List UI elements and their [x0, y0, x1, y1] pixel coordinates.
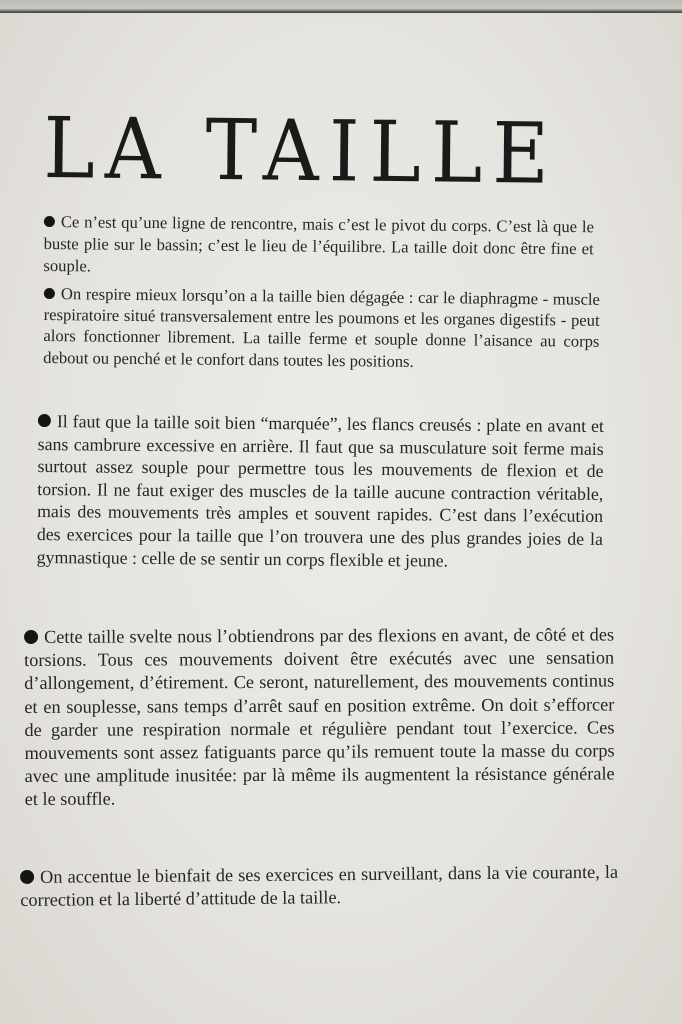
paragraph-2	[43, 283, 600, 374]
paragraph-text: Ce n’est qu’une ligne de rencontre, mais c’est le pivot du corps. C’est là que le buste plie sur le bassin; c’est le lieu de l’équilibre. La taille doit donc être fine et souple.	[43, 212, 594, 276]
bullet-icon	[24, 630, 38, 644]
paragraph-1	[43, 211, 594, 282]
paragraph-3	[37, 410, 604, 573]
bullet-icon	[20, 870, 34, 884]
bullet-icon	[44, 288, 55, 299]
paragraph-5	[20, 861, 618, 913]
paragraph-text: Cette taille svelte nous l’obtiendrons par des flexions en avant, de côté et des torsions. Tous ces mouvements doivent être exécutés avec une sensation d’allongement, d’étirement. Ce seront, naturellement, des mouvements continus et en souplesse, sans temps d’arrêt sauf en position extrême. On doit s’efforcer de garder une respiration normale et régulière pendant tout l’exercice. Ces mouvements sont assez fatiguants parce qu’ils remuent toute la masse du corps avec une amplitude inusitée: par là même ils augmentent la résistance générale et le souffle.	[24, 624, 615, 810]
page-top-edge	[0, 0, 682, 14]
bullet-icon	[38, 414, 51, 427]
paragraph-4	[24, 623, 615, 811]
paragraph-text: On accentue le bienfait de ses exercices en surveillant, dans la vie courante, la correction et la liberté d’attitude de la taille.	[20, 861, 619, 911]
page-title: LA TAILLE	[43, 99, 560, 203]
paragraph-text: On respire mieux lorsqu’on a la taille bien dégagée : car le diaphragme - muscle respiratoire situé transversalement entre les poumons et les organes digestifs - peut alors fonctionner librement. La taille ferme et souple donne l’aisance au corps debout ou penché et le confort dans toutes les positions.	[43, 284, 600, 371]
paragraph-text: Il faut que la taille soit bien “marquée”, les flancs creusés : plate en avant et sans cambrure excessive en arrière. Il faut que sa musculature soit ferme mais surtout assez souple pour permettre tous les mouvements de flexion et de torsion. Il ne faut exiger des muscles de la taille aucune contraction véritable, mais des mouvements très amples et souvent rapides. C’est dans l’exécution des exercices pour la taille que l’on trouvera une des plus grandes joies de la gymnastique : celle de se sentir un corps flexible et jeune.	[36, 411, 604, 571]
bullet-icon	[44, 216, 55, 227]
